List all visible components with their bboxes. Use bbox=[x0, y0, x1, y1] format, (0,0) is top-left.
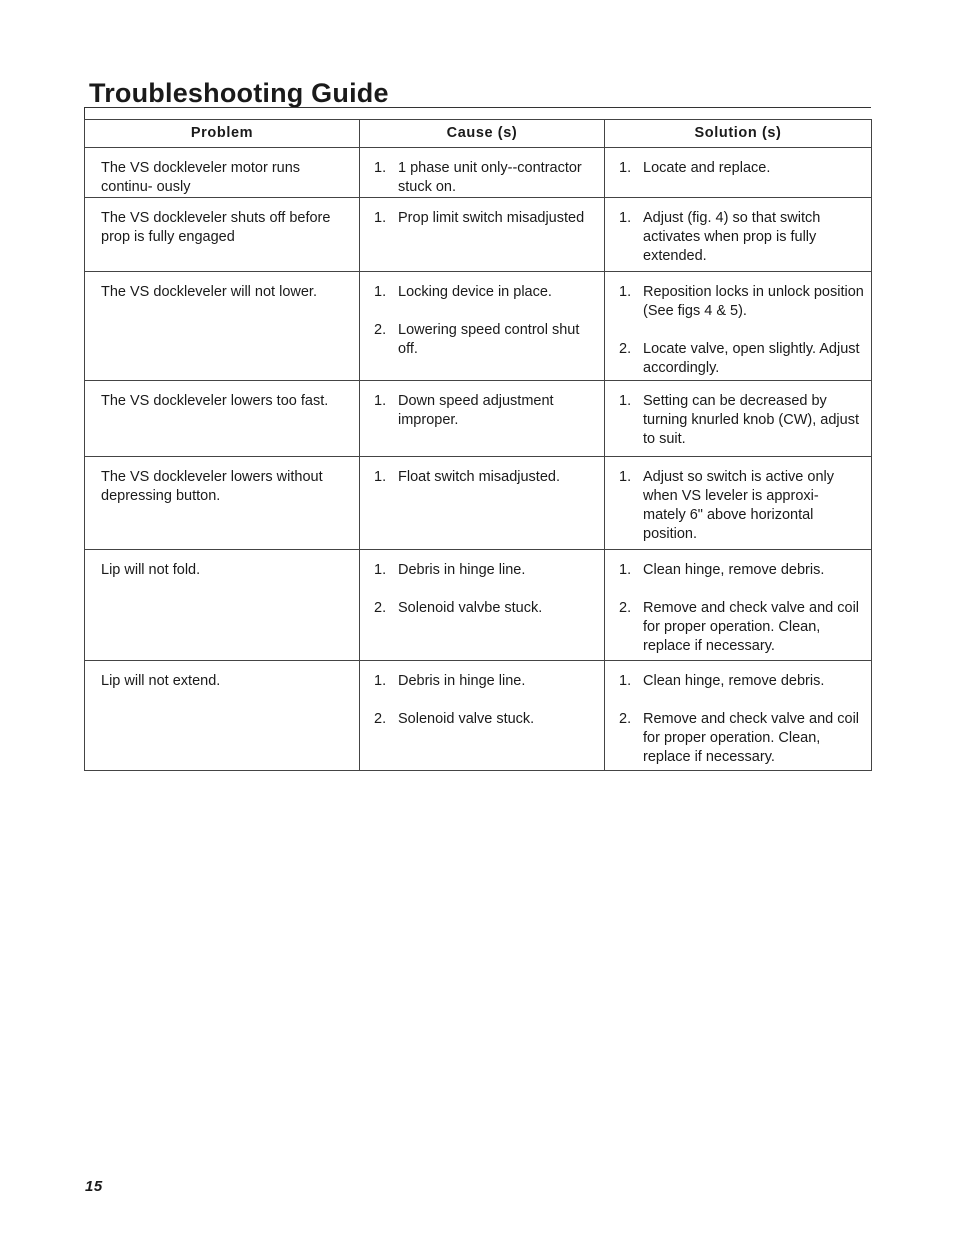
cause-list bbox=[360, 272, 604, 359]
problem-cell bbox=[85, 457, 360, 550]
solution-cell bbox=[605, 661, 872, 771]
solution-cell bbox=[605, 550, 872, 661]
cause-number: 2. bbox=[374, 600, 387, 616]
cause-item bbox=[374, 599, 598, 618]
title-rule bbox=[84, 107, 871, 108]
cause-text: Debris in hinge line. bbox=[398, 673, 526, 689]
cause-item bbox=[374, 710, 598, 729]
solution-text: Adjust (fig. 4) so that switch activates when prop is fully extended. bbox=[643, 210, 821, 264]
problem-cell bbox=[85, 661, 360, 771]
problem-cell bbox=[85, 272, 360, 381]
solution-cell bbox=[605, 148, 872, 198]
solution-cell bbox=[605, 198, 872, 272]
problem-cell bbox=[85, 198, 360, 272]
cause-item bbox=[374, 561, 598, 580]
title-rule-tick bbox=[84, 107, 85, 119]
table-header-row bbox=[85, 120, 872, 148]
cause-text: Debris in hinge line. bbox=[398, 562, 526, 578]
cause-list bbox=[360, 550, 604, 618]
solution-cell bbox=[605, 381, 872, 457]
solution-list bbox=[605, 272, 871, 378]
cause-text: Down speed adjustment improper. bbox=[398, 393, 554, 428]
cause-item bbox=[374, 468, 598, 487]
solution-text: Remove and check valve and coil for proper operation. Clean, replace if necessary. bbox=[643, 711, 860, 765]
cause-number: 1. bbox=[374, 562, 387, 578]
solution-text: Clean hinge, remove debris. bbox=[643, 673, 825, 689]
solution-text: Setting can be decreased by turning knurled knob (CW), adjust to suit. bbox=[643, 393, 859, 447]
solution-cell bbox=[605, 457, 872, 550]
troubleshooting-table bbox=[84, 119, 872, 771]
solution-item bbox=[619, 710, 865, 767]
table-row bbox=[85, 457, 872, 550]
solution-item bbox=[619, 209, 865, 266]
table-body bbox=[85, 148, 872, 771]
cause-text: Solenoid valve stuck. bbox=[398, 711, 535, 727]
cause-number: 2. bbox=[374, 322, 387, 338]
cause-cell bbox=[360, 457, 605, 550]
table-row bbox=[85, 198, 872, 272]
cause-number: 2. bbox=[374, 711, 387, 727]
solution-number: 2. bbox=[619, 600, 632, 616]
cause-cell bbox=[360, 272, 605, 381]
cause-text: Float switch misadjusted. bbox=[398, 469, 560, 485]
cause-number: 1. bbox=[374, 393, 387, 409]
problem-cell bbox=[85, 550, 360, 661]
solution-text: Locate valve, open slightly. Adjust accordingly. bbox=[643, 341, 860, 376]
header-cause: Cause (s) bbox=[360, 120, 605, 148]
cause-cell bbox=[360, 148, 605, 198]
cause-number: 1. bbox=[374, 210, 387, 226]
solution-list bbox=[605, 148, 871, 178]
solution-item bbox=[619, 340, 865, 378]
page-title: Troubleshooting Guide bbox=[89, 78, 389, 108]
solution-list bbox=[605, 457, 871, 544]
cause-list bbox=[360, 148, 604, 197]
solution-number: 1. bbox=[619, 284, 632, 300]
cause-number: 1. bbox=[374, 673, 387, 689]
solution-list bbox=[605, 661, 871, 767]
solution-item bbox=[619, 599, 865, 656]
cause-item bbox=[374, 392, 598, 430]
solution-number: 1. bbox=[619, 562, 632, 578]
table-row bbox=[85, 272, 872, 381]
cause-number: 1. bbox=[374, 160, 387, 176]
cause-list bbox=[360, 457, 604, 487]
table-row bbox=[85, 661, 872, 771]
cause-text: Locking device in place. bbox=[398, 284, 552, 300]
solution-item bbox=[619, 392, 865, 449]
page-number: 15 bbox=[85, 1178, 103, 1195]
problem-text: The VS dockleveler shuts off before prop is fully engaged bbox=[101, 210, 331, 245]
problem-text: The VS dockleveler will not lower. bbox=[101, 284, 317, 300]
cause-item bbox=[374, 209, 598, 228]
cause-cell bbox=[360, 550, 605, 661]
cause-cell bbox=[360, 381, 605, 457]
solution-list bbox=[605, 550, 871, 656]
problem-text: The VS dockleveler lowers too fast. bbox=[101, 393, 329, 409]
solution-list bbox=[605, 381, 871, 449]
solution-item bbox=[619, 672, 865, 691]
problem-cell bbox=[85, 381, 360, 457]
table-row bbox=[85, 381, 872, 457]
solution-number: 1. bbox=[619, 210, 632, 226]
cause-cell bbox=[360, 661, 605, 771]
problem-text: The VS dockleveler motor runs continu- ously bbox=[101, 160, 301, 195]
problem-text: Lip will not fold. bbox=[101, 562, 201, 578]
cause-text: 1 phase unit only--contractor stuck on. bbox=[398, 160, 582, 195]
solution-number: 1. bbox=[619, 393, 632, 409]
solution-cell bbox=[605, 272, 872, 381]
cause-text: Prop limit switch misadjusted bbox=[398, 210, 585, 226]
cause-list bbox=[360, 381, 604, 430]
cause-item bbox=[374, 159, 598, 197]
solution-text: Remove and check valve and coil for proper operation. Clean, replace if necessary. bbox=[643, 600, 860, 654]
cause-item bbox=[374, 283, 598, 302]
solution-number: 2. bbox=[619, 711, 632, 727]
problem-cell bbox=[85, 148, 360, 198]
problem-text: The VS dockleveler lowers without depressing button. bbox=[101, 469, 323, 504]
cause-cell bbox=[360, 198, 605, 272]
solution-item bbox=[619, 283, 865, 321]
table-row bbox=[85, 550, 872, 661]
solution-number: 1. bbox=[619, 469, 632, 485]
solution-number: 2. bbox=[619, 341, 632, 357]
solution-text: Adjust so switch is active only when VS leveler is approxi- mately 6" above horizontal position. bbox=[643, 469, 834, 542]
header-problem: Problem bbox=[85, 120, 360, 148]
cause-text: Lowering speed control shut off. bbox=[398, 322, 580, 357]
solution-item bbox=[619, 159, 865, 178]
cause-number: 1. bbox=[374, 469, 387, 485]
cause-list bbox=[360, 198, 604, 228]
table-row bbox=[85, 148, 872, 198]
solution-list bbox=[605, 198, 871, 266]
solution-text: Clean hinge, remove debris. bbox=[643, 562, 825, 578]
solution-number: 1. bbox=[619, 160, 632, 176]
cause-number: 1. bbox=[374, 284, 387, 300]
solution-item bbox=[619, 561, 865, 580]
cause-item bbox=[374, 672, 598, 691]
cause-item bbox=[374, 321, 598, 359]
solution-number: 1. bbox=[619, 673, 632, 689]
header-solution: Solution (s) bbox=[605, 120, 872, 148]
solution-text: Reposition locks in unlock position (See figs 4 & 5). bbox=[643, 284, 864, 319]
solution-text: Locate and replace. bbox=[643, 160, 771, 176]
cause-list bbox=[360, 661, 604, 729]
solution-item bbox=[619, 468, 865, 544]
problem-text: Lip will not extend. bbox=[101, 673, 221, 689]
cause-text: Solenoid valvbe stuck. bbox=[398, 600, 543, 616]
